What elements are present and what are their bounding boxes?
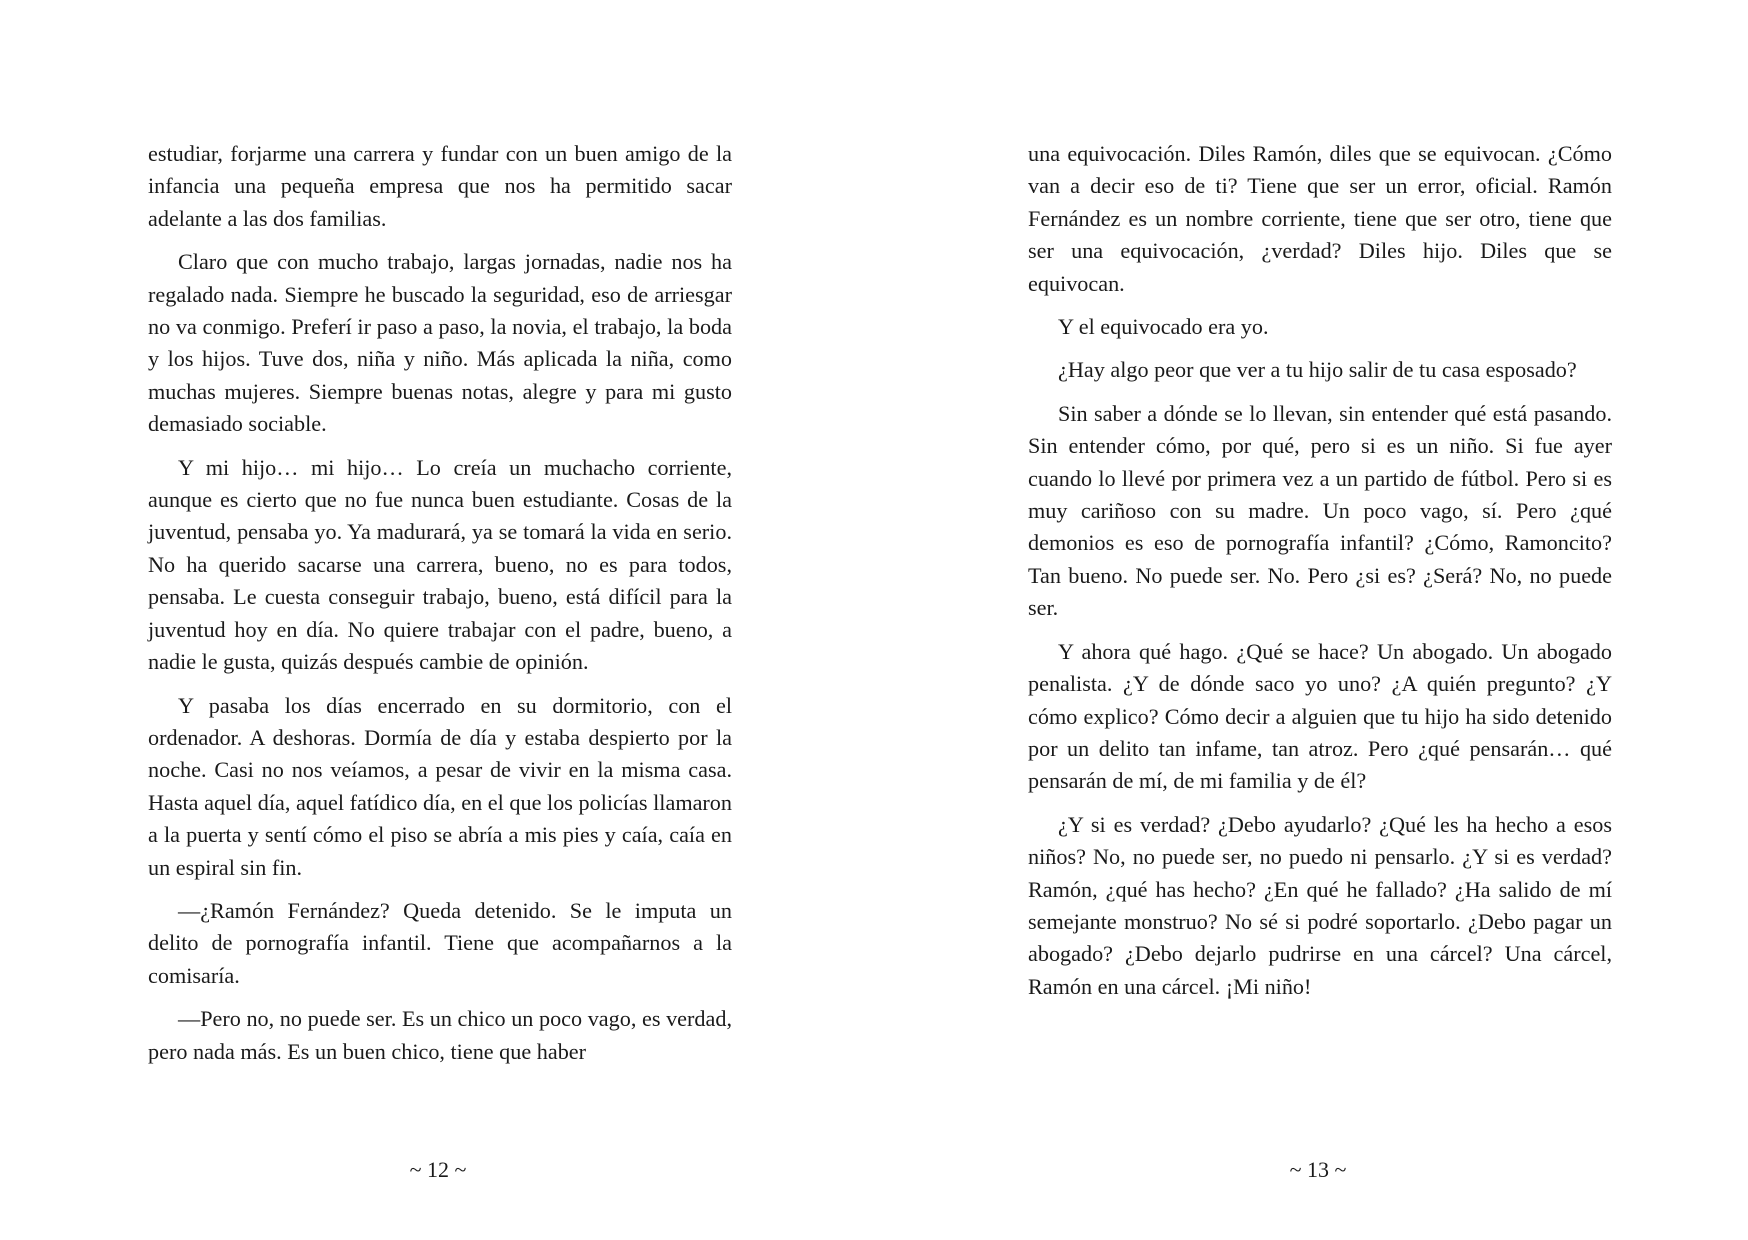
left-paragraph-1: estudiar, forjarme una carrera y fundar con un buen amigo de la infancia una pequeña empresa que nos ha permitido sacar adelante a las dos familias. [148, 141, 732, 231]
right-paragraph-2: Y el equivocado era yo. [1058, 314, 1269, 340]
left-paragraph-5: —¿Ramón Fernández? Queda detenido. Se le imputa un delito de pornografía infantil. Tiene que acompañarnos a la comisaría. [148, 897, 732, 988]
right-paragraph-5: Y ahora qué hago. ¿Qué se hace? Un abogado. Un abogado penalista. ¿Y de dónde saco yo uno? ¿A quién pregunto? ¿Y cómo explico? Cómo decir a alguien que tu hijo ha sido detenido por un delito tan infame, tan atroz. Pero ¿qué pensarán… qué pensarán de mí, de mi familia y de él? [1028, 638, 1612, 794]
left-paragraph-6: —Pero no, no puede ser. Es un chico un poco vago, es verdad, pero nada más. Es un buen chico, tiene que haber [148, 1006, 732, 1064]
page-number-right: ~ 13 ~ [1289, 1157, 1347, 1182]
page-number-left: ~ 12 ~ [409, 1157, 467, 1182]
right-paragraph-6: ¿Y si es verdad? ¿Debo ayudarlo? ¿Qué les ha hecho a esos niños? No, no puede ser, no puedo ni pensarlo. ¿Y si es verdad? Ramón, ¿qué has hecho? ¿En qué he fallado? ¿Ha salido de mí semejante monstruo? No sé si podré soportarlo. ¿Debo pagar un abogado? ¿Debo dejarlo pudrirse en una cárcel? Una cárcel, Ramón en una cárcel. ¡Mi niño! [1028, 811, 1612, 999]
right-paragraph-4: Sin saber a dónde se lo llevan, sin entender qué está pasando. Sin entender cómo, por qué, pero si es un niño. Si fue ayer cuando lo llevé por primera vez a un partido de fútbol. Pero si es muy cariñoso con su madre. Un poco vago, sí. Pero ¿qué demonios es eso de pornografía infantil? ¿Cómo, Ramoncito? Tan bueno. No puede ser. No. Pero ¿si es? ¿Será? No, no puede ser. [1028, 400, 1612, 621]
left-paragraph-2: Claro que con mucho trabajo, largas jornadas, nadie nos ha regalado nada. Siempre he buscado la seguridad, eso de arriesgar no va conmigo. Preferí ir paso a paso, la novia, el trabajo, la boda y los hijos. Tuve dos, niña y niño. Más aplicada la niña, como muchas mujeres. Siempre buenas notas, alegre y para mi gusto demasiado sociable. [148, 249, 732, 437]
left-paragraph-3: Y mi hijo… mi hijo… Lo creía un muchacho corriente, aunque es cierto que no fue nunca buen estudiante. Cosas de la juventud, pensaba yo. Ya madurará, ya se tomará la vida en serio. No ha querido sacarse una carrera, bueno, no es para todos, pensaba. Le cuesta conseguir trabajo, bueno, está difícil para la juventud hoy en día. No quiere trabajar con el padre, bueno, a nadie le gusta, quizás después cambie de opinión. [148, 454, 732, 675]
right-paragraph-3: ¿Hay algo peor que ver a tu hijo salir de tu casa esposado? [1058, 357, 1577, 383]
left-paragraph-4: Y pasaba los días encerrado en su dormitorio, con el ordenador. A deshoras. Dormía de día y estaba despierto por la noche. Casi no nos veíamos, a pesar de vivir en la misma casa. Hasta aquel día, aquel fatídico día, en el que los policías llamaron a la puerta y sentí cómo el piso se abría a mis pies y caía, caía en un espiral sin fin. [148, 692, 732, 880]
left-page [148, 138, 732, 1079]
right-paragraph-1: una equivocación. Diles Ramón, diles que se equivocan. ¿Cómo van a decir eso de ti? Tiene que ser un error, oficial. Ramón Fernández es un nombre corriente, tiene que ser otro, tiene que ser una equivocación, ¿verdad? Diles hijo. Diles que se equivocan. [1028, 141, 1612, 296]
right-page [1028, 138, 1612, 1014]
